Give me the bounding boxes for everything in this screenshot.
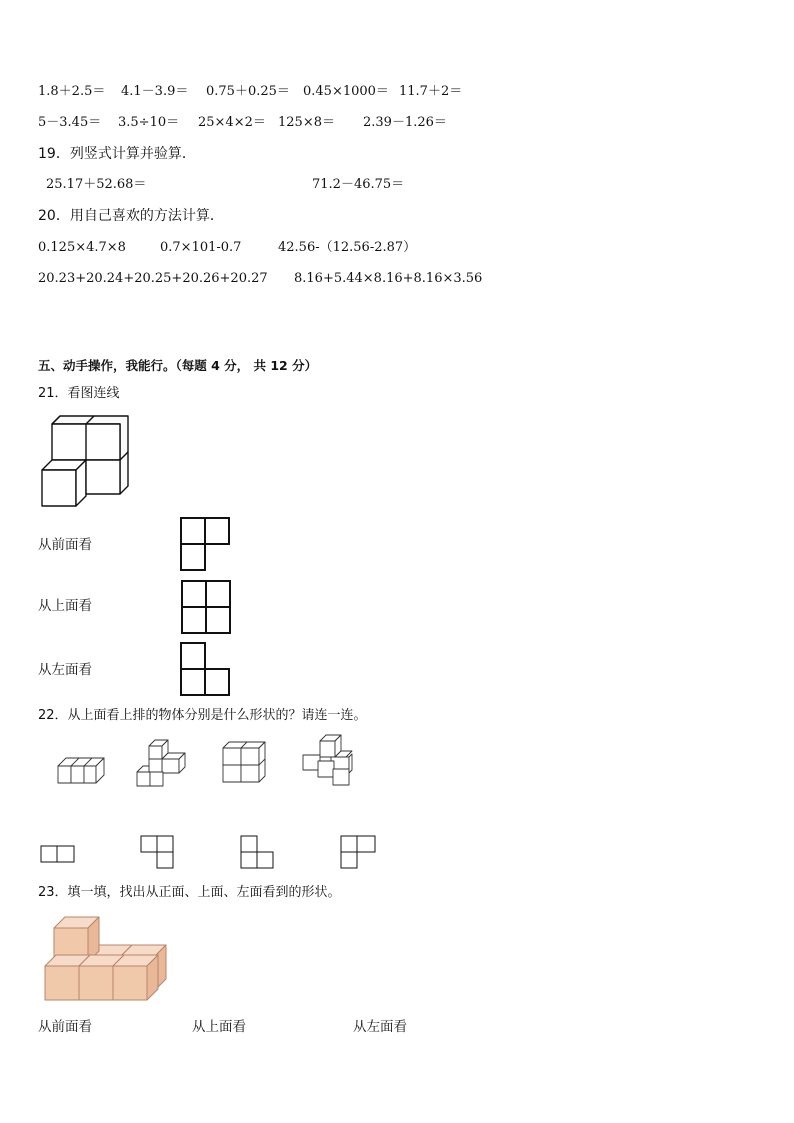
q23-label-top: 从上面看 bbox=[192, 1019, 246, 1035]
q21-view-shape-1 bbox=[179, 516, 231, 572]
calc-9: 125×8＝ bbox=[278, 115, 335, 130]
q20-expr-3: 42.56-（12.56-2.87） bbox=[278, 240, 417, 255]
q23-label-left: 从左面看 bbox=[353, 1019, 407, 1035]
section-title: 五、动手操作，我能行。（每题 4 分， 共 12 分） bbox=[38, 358, 318, 373]
q22-shape-a bbox=[40, 844, 76, 864]
q20-expr-5: 8.16+5.44×8.16+8.16×3.56 bbox=[294, 271, 483, 286]
calc-8: 25×4×2＝ bbox=[198, 115, 266, 130]
q22-object-2 bbox=[135, 738, 187, 788]
q21-label-top: 从上面看 bbox=[38, 598, 92, 614]
cube-front-1-front bbox=[45, 966, 79, 1000]
calc-1: 1.8＋2.5＝ bbox=[38, 84, 106, 99]
q20-expr-2: 0.7×101-0.7 bbox=[160, 240, 242, 255]
q22-object-1 bbox=[56, 754, 106, 786]
calc-4: 0.45×1000＝ bbox=[303, 84, 389, 99]
q23-cube-figure bbox=[42, 916, 172, 1006]
calc-2: 4.1－3.9＝ bbox=[121, 84, 189, 99]
calc-10: 2.39－1.26＝ bbox=[363, 115, 447, 130]
q21-view-shape-2 bbox=[180, 579, 232, 635]
cube-front-2-front bbox=[79, 966, 113, 1000]
q21-view-shape-3 bbox=[179, 641, 231, 697]
calc-7: 3.5÷10＝ bbox=[118, 115, 180, 130]
q22-object-3 bbox=[219, 740, 269, 786]
calc-3: 0.75＋0.25＝ bbox=[206, 84, 290, 99]
q19-item-1: 25.17＋52.68＝ bbox=[46, 177, 147, 192]
q22-shape-c bbox=[240, 835, 276, 871]
q22-title: 22．从上面看上排的物体分别是什么形状的？请连一连。 bbox=[38, 708, 367, 723]
q21-label-front: 从前面看 bbox=[38, 537, 92, 553]
q21-title: 21．看图连线 bbox=[38, 386, 120, 401]
q22-object-4 bbox=[298, 733, 354, 787]
q20-expr-1: 0.125×4.7×8 bbox=[38, 240, 126, 255]
q20-title: 20．用自己喜欢的方法计算． bbox=[38, 208, 224, 224]
calc-5: 11.7＋2＝ bbox=[399, 84, 463, 99]
q23-title: 23．填一填，找出从正面、上面、左面看到的形状。 bbox=[38, 885, 341, 900]
q20-expr-4: 20.23+20.24+20.25+20.26+20.27 bbox=[38, 271, 268, 286]
q19-title: 19．列竖式计算并验算． bbox=[38, 146, 196, 162]
calc-6: 5－3.45＝ bbox=[38, 115, 102, 130]
q22-shape-d bbox=[340, 835, 378, 871]
q21-label-left: 从左面看 bbox=[38, 662, 92, 678]
q21-3d-object-figure bbox=[38, 412, 130, 508]
q23-label-front: 从前面看 bbox=[38, 1019, 92, 1035]
q22-shape-b bbox=[140, 835, 176, 871]
cube-front-3-front bbox=[113, 966, 147, 1000]
q19-item-2: 71.2－46.75＝ bbox=[312, 177, 405, 192]
